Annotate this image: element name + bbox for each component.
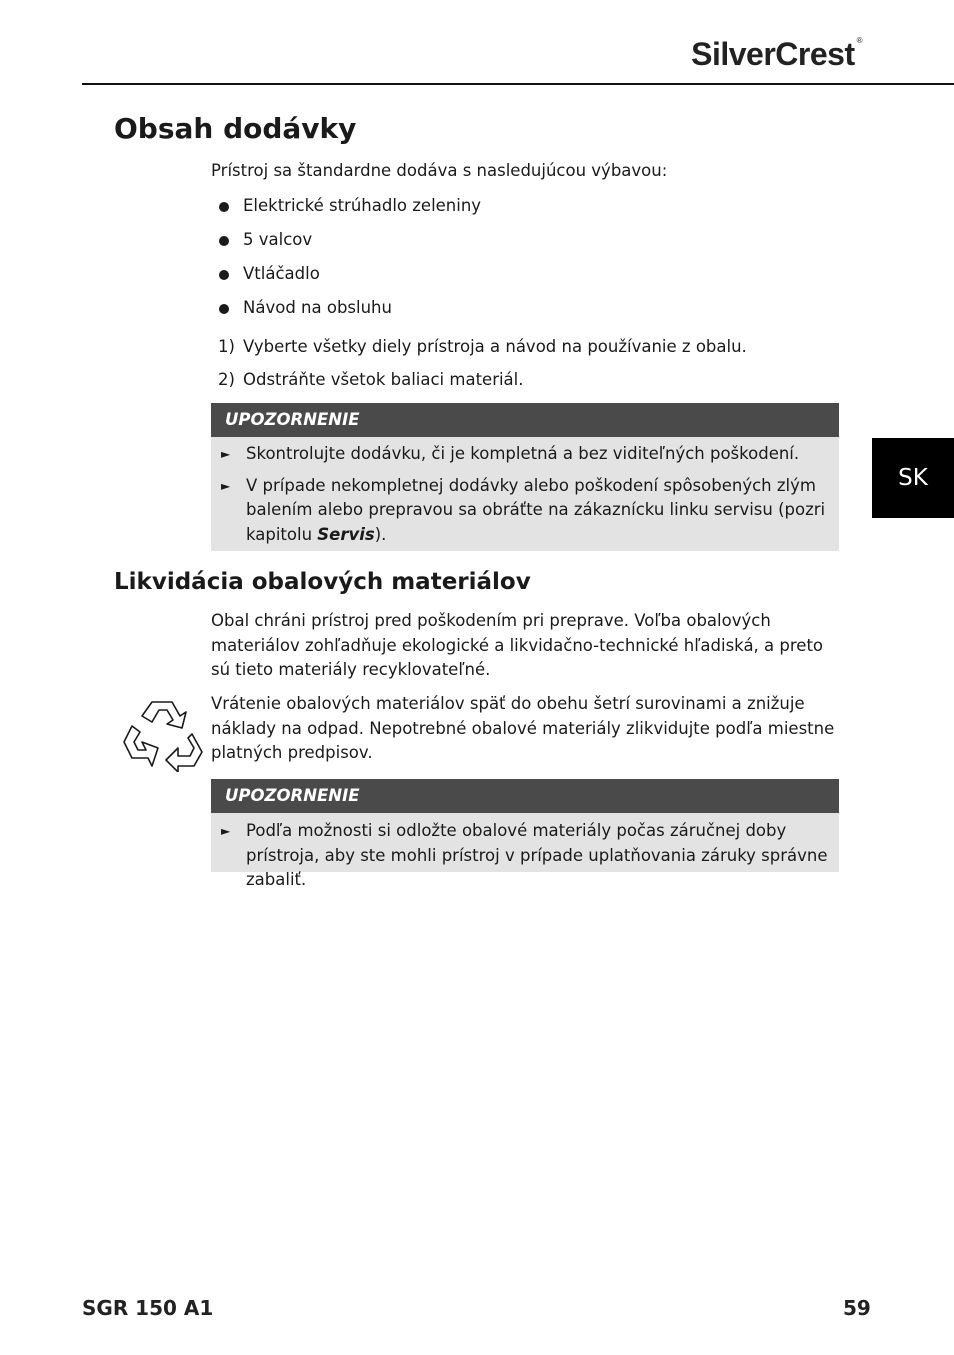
model-number: SGR 150 A1 xyxy=(82,1296,214,1320)
disposal-paragraph: Vrátenie obalových materiálov späť do obehu šetrí surovinami a znižuje náklady na odpad. Nepotrebné obalové materiály zlikvidujte podľa miestne platných predpisov. xyxy=(211,694,835,762)
page-number: 59 xyxy=(843,1296,871,1320)
brand-logo xyxy=(691,36,862,73)
notice-item xyxy=(211,442,839,467)
bullet-dot xyxy=(219,304,229,314)
triangle-bullet-icon: ► xyxy=(221,824,231,838)
step-number: 1) xyxy=(218,337,235,356)
triangle-bullet-icon: ► xyxy=(221,447,231,461)
language-tab: SK xyxy=(872,438,954,518)
list-item: Elektrické strúhadlo zeleniny xyxy=(243,196,482,215)
bullet-dot xyxy=(219,270,229,280)
notice-item xyxy=(211,474,839,548)
notice-text: Skontrolujte dodávku, či je kompletná a bez viditeľných poškodení. xyxy=(246,444,800,463)
notice-text-suffix: ). xyxy=(374,524,387,544)
list-item: 5 valcov xyxy=(243,230,313,249)
chapter-reference: Servis xyxy=(317,524,375,544)
section-title-delivery: Obsah dodávky xyxy=(114,112,357,145)
step-text: Odstráňte všetok baliaci materiál. xyxy=(243,370,524,389)
section-title-disposal: Likvidácia obalových materiálov xyxy=(114,569,531,595)
notice-item xyxy=(211,819,839,893)
notice-text: V prípade nekompletnej dodávky alebo poškodení spôsobených zlým balením alebo prepravou sa obráťte na zákaznícku linku servisu (pozri kapitolu xyxy=(246,475,826,544)
disposal-paragraph: Obal chráni prístroj pred poškodením pri preprave. Voľba obalových materiálov zohľadňuje ekologické a likvidačno-technické hľadiská, a preto sú tieto materiály recyklovateľné. xyxy=(211,611,824,679)
notice-heading: UPOZORNENIE xyxy=(211,779,839,813)
bullet-dot xyxy=(219,202,229,212)
notice-heading: UPOZORNENIE xyxy=(211,403,839,437)
step-text: Vyberte všetky diely prístroja a návod na používanie z obalu. xyxy=(243,337,747,356)
registered-mark: ® xyxy=(856,36,862,45)
triangle-bullet-icon: ► xyxy=(221,478,231,493)
notice-box xyxy=(211,403,839,551)
recycling-icon xyxy=(122,696,204,772)
delivery-intro: Prístroj sa štandardne dodáva s nasledujúcou výbavou: xyxy=(211,161,668,180)
notice-text: Podľa možnosti si odložte obalové materiály počas záručnej doby prístroja, aby ste mohli prístroj v prípade uplatňovania záruky správne zabaliť. xyxy=(246,821,828,889)
list-item: Návod na obsluhu xyxy=(243,298,392,317)
list-item: Vtláčadlo xyxy=(243,264,320,283)
notice-box xyxy=(211,779,839,889)
header-rule xyxy=(82,83,954,85)
bullet-dot xyxy=(219,236,229,246)
brand-name: SilverCrest xyxy=(691,36,855,72)
step-number: 2) xyxy=(218,370,235,389)
